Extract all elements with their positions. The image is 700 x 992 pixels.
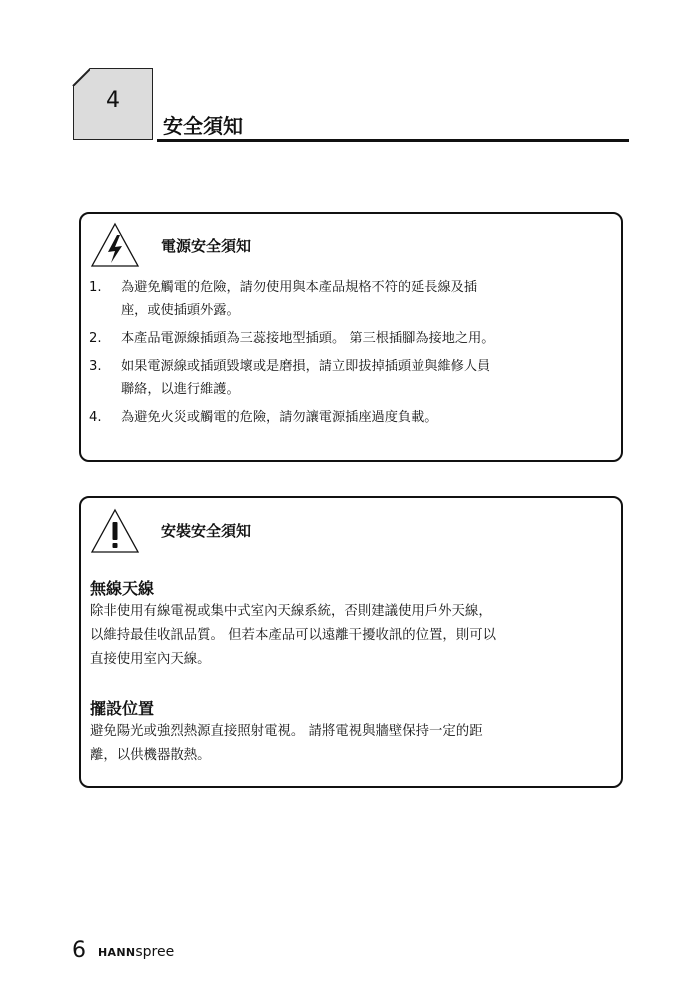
antenna-heading: 無線天線 [90,579,155,598]
placement-line: 避免陽光或強烈熱源直接照射電視。 請將電視與牆壁保持一定的距 [90,724,483,739]
list-item [89,276,609,322]
chapter-tab-notch [72,68,90,86]
installation-safety-heading: 安裝安全須知 [161,522,252,540]
list-item-number: 1. [89,280,102,295]
placement-line: 離，以供機器散熱。 [90,748,211,763]
electrical-safety-list [89,276,609,434]
electrical-safety-heading: 電源安全須知 [161,237,252,255]
antenna-line: 以維持最佳收訊品質。 但若本產品可以遠離干擾收訊的位置，則可以 [90,628,496,643]
chapter-number: 4 [106,88,120,113]
lightning-warning-icon [90,222,140,268]
antenna-line: 除非使用有線電視或集中式室內天線系統，否則建議使用戶外天線， [90,604,492,619]
list-item-number: 3. [89,359,102,374]
list-item-line: 如果電源線或插頭毀壞或是磨損，請立即拔掉插頭並與維修人員 [121,359,491,374]
brand-logo-bold: HANN [98,946,136,959]
brand-logo-light: spree [135,944,175,960]
electrical-safety-box [79,212,623,462]
list-item-number: 2. [89,331,102,346]
list-item-number: 4. [89,410,102,425]
chapter-tab-top-edge [89,68,153,69]
list-item-line: 為避免觸電的危險，請勿使用與本產品規格不符的延長線及插 [121,280,478,295]
exclamation-warning-icon [90,508,140,554]
chapter-title: 安全須知 [163,114,243,138]
list-item [89,406,609,429]
antenna-line: 直接使用室內天線。 [90,652,211,667]
placement-body [90,720,614,768]
placement-heading: 擺設位置 [90,699,155,718]
list-item-line: 本產品電源線插頭為三蕊接地型插頭。 第三根插腳為接地之用。 [121,331,495,346]
list-item-line: 為避免火災或觸電的危險，請勿讓電源插座過度負載。 [121,410,438,425]
list-item-line: 聯絡，以進行維護。 [121,382,240,397]
list-item-line: 座，或使插頭外露。 [121,303,240,318]
brand-logo [98,944,174,960]
list-item [89,355,609,401]
antenna-body [90,600,614,672]
chapter-title-rule [157,139,629,142]
page-number: 6 [72,938,86,963]
list-item [89,327,609,350]
installation-safety-box [79,496,623,788]
